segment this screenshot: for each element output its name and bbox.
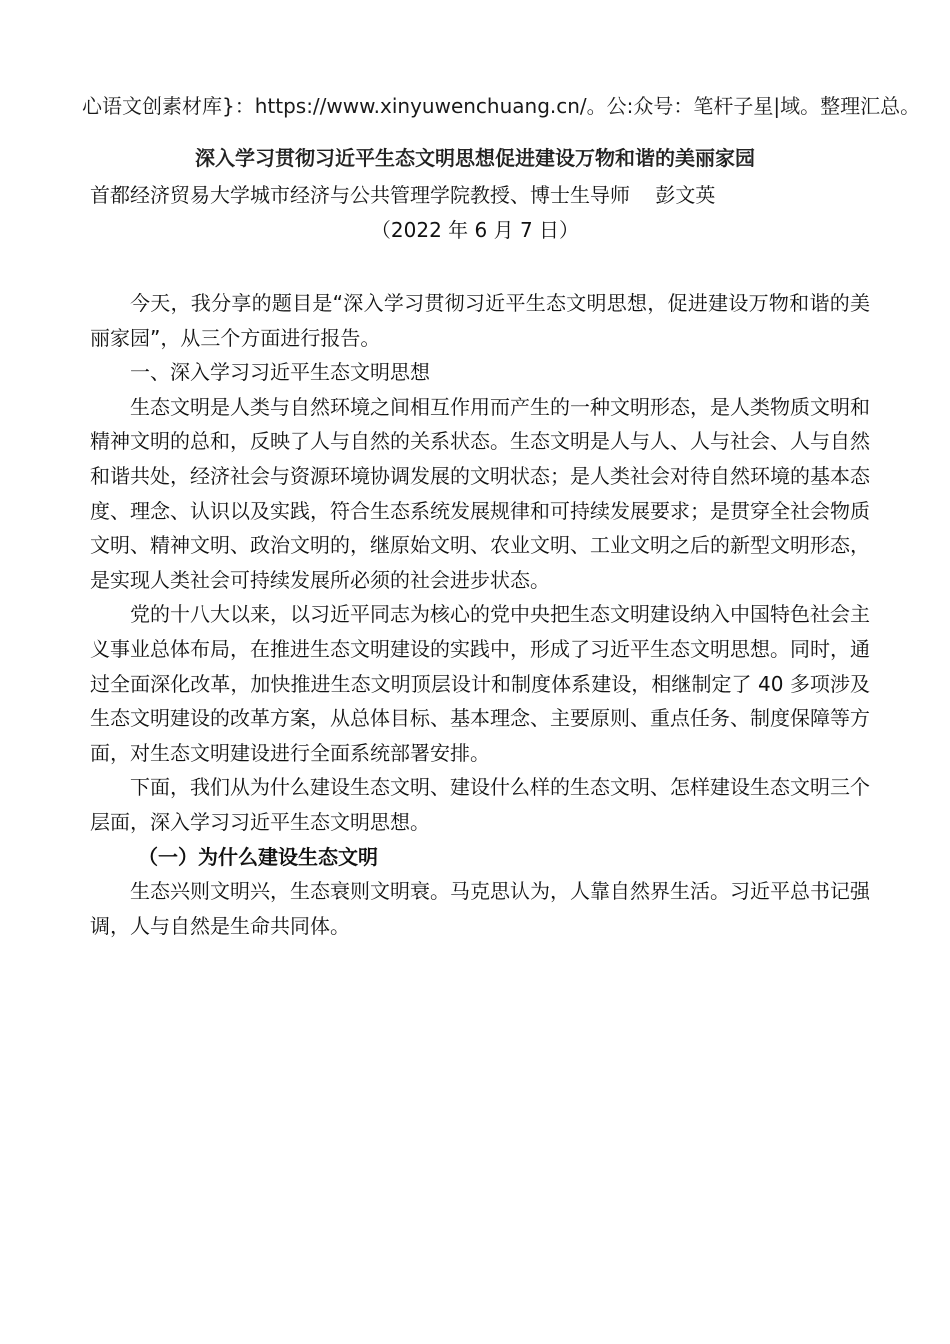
body-paragraph: 下面，我们从为什么建设生态文明、建设什么样的生态文明、怎样建设生态文明三个层面，深入学习习近平生态文明思想。 — [90, 775, 870, 834]
speech-date: （2022 年 6 月 7 日） — [370, 218, 580, 242]
subsection-heading: （一）为什么建设生态文明 — [138, 844, 378, 869]
document-title: 深入学习贯彻习近平生态文明思想促进建设万物和谐的美丽家园 — [195, 146, 755, 170]
source-note: 心语文创素材库}：https://www.xinyuwenchuang.cn/。公:众号：笔杆子星|域。整理汇总。 — [82, 94, 921, 118]
body-paragraph: 党的十八大以来，以习近平同志为核心的党中央把生态文明建设纳入中国特色社会主义事业总体布局，在推进生态文明建设的实践中，形成了习近平生态文明思想。同时，通过全面深化改革，加快推进生态文明顶层设计和制度体系建设，相继制定了 40 多项涉及生态文明建设的改革方案，从总体目标、基本理念、主要原则、重点任务、制度保障等方面，对生态文明建设进行全面系统部署安排。 — [90, 602, 870, 765]
body-paragraph: 生态文明是人类与自然环境之间相互作用而产生的一种文明形态，是人类物质文明和精神文明的总和，反映了人与自然的关系状态。生态文明是人与人、人与社会、人与自然和谐共处，经济社会与资源环境协调发展的文明状态；是人类社会对待自然环境的基本态度、理念、认识以及实践，符合生态系统发展规律和可持续发展要求；是贯穿全社会物质文明、精神文明、政治文明的，继原始文明、农业文明、工业文明之后的新型文明形态，是实现人类社会可持续发展所必须的社会进步状态。 — [90, 394, 870, 592]
author-line: 首都经济贸易大学城市经济与公共管理学院教授、博士生导师 彭文英 — [90, 183, 716, 207]
document-body — [90, 286, 870, 943]
body-paragraph: 生态兴则文明兴，生态衰则文明衰。马克思认为，人靠自然界生活。习近平总书记强调，人与自然是生命共同体。 — [90, 879, 870, 938]
section-heading: 一、深入学习习近平生态文明思想 — [130, 360, 430, 385]
intro-paragraph: 今天，我分享的题目是“深入学习贯彻习近平生态文明思想，促进建设万物和谐的美丽家园”，从三个方面进行报告。 — [90, 291, 870, 350]
